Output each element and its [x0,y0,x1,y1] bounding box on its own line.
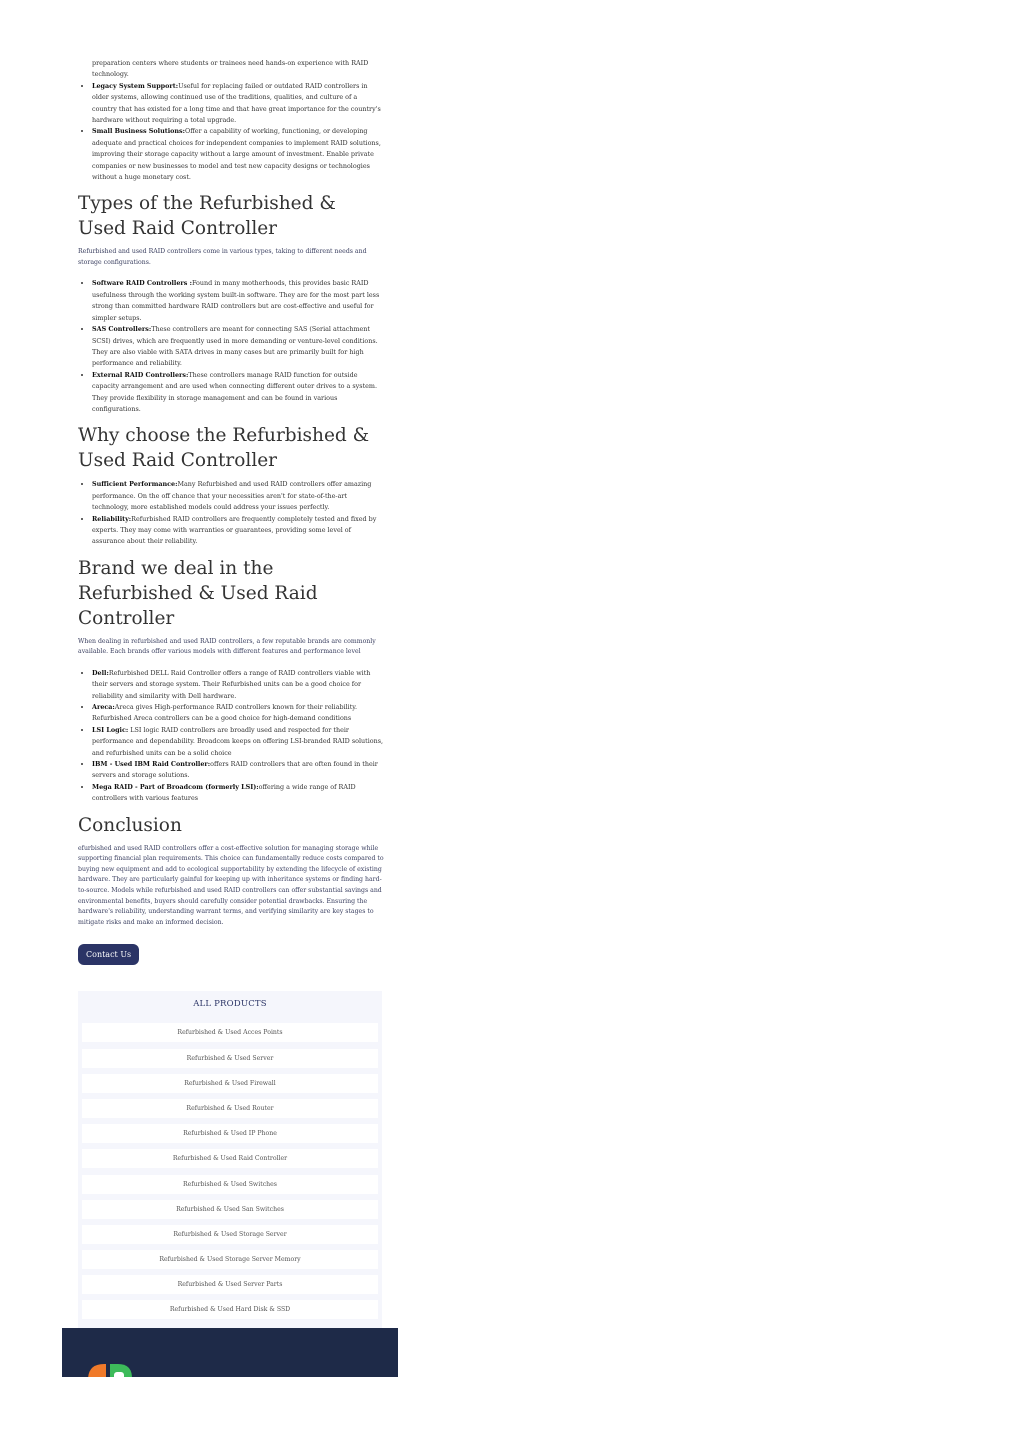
list-item: • IBM - Used IBM Raid Controller:offers RAID controllers that are often found in their servers and storage solutions. [92,759,384,782]
brands-heading: Brand we deal in the Refurbished & Used Raid Controller [78,557,318,629]
types-list [78,278,384,415]
all-products-title: ALL PRODUCTS [193,999,267,1010]
top-list-continued [78,81,384,184]
types-heading: Types of the Refurbished & Used Raid Controller [78,193,336,240]
product-link-storage-server[interactable]: Refurbished & Used Storage Server [82,1225,378,1244]
list-item: • Small Business Solutions:Offer a capability of working, functioning, or developing adequate and practical choices for independent companies to implement RAID solutions, improving their storage capacity without a large amount of investment. Enable private companies or new businesses to model and test new capacity designs or technologies without a huge monetary cost. [92,126,384,183]
product-link-storage-server-memory[interactable]: Refurbished & Used Storage Server Memory [82,1250,378,1269]
why-heading: Why choose the Refurbished & Used Raid Controller [78,425,370,472]
all-products-panel [78,991,382,1329]
list-item: • Dell:Refurbished DELL Raid Controller offers a range of RAID controllers viable with their servers and storage system. Their Refurbished units can be a good choice for reliability and similarity with Dell hardware. [92,668,384,702]
list-item: • Mega RAID - Part of Broadcom (formerly LSI):offering a wide range of RAID controllers with various features [92,782,384,805]
list-item: • Legacy System Support:Useful for replacing failed or outdated RAID controllers in older systems, allowing continued use of the traditions, qualities, and culture of a country that has existed for a long time and that have great importance for the country's hardware without requiring a total upgrade. [92,81,384,127]
top-list [78,58,384,81]
list-item: • SAS Controllers:These controllers are meant for connecting SAS (Serial attachment SCSI) drives, which are frequently used in more demanding or venture-level conditions. They are also viable with SATA drives in many cases but are primarily built for high performance and reliability. [92,324,384,370]
list-item: • External RAID Controllers:These controllers manage RAID function for outside capacity arrangement and are used when connecting different outer drives to a system. They provide flexibility in storage management and can be found in various configurations. [92,370,384,416]
product-link-router[interactable]: Refurbished & Used Router [82,1099,378,1118]
conclusion-heading: Conclusion [78,814,182,836]
article-content [78,58,384,1330]
brands-list [78,668,384,805]
list-item: preparation centers where students or trainees need hands-on experience with RAID technology. [92,59,369,79]
product-link-firewall[interactable]: Refurbished & Used Firewall [82,1074,378,1093]
why-list [78,479,384,547]
product-link-server-parts[interactable]: Refurbished & Used Server Parts [82,1275,378,1294]
list-item: • Software RAID Controllers :Found in many motherhoods, this provides basic RAID usefulness through the working system built-in software. They are for the most part less strong than committed hardware RAID controllers but are cost-effective and useful for simpler setups. [92,278,384,324]
product-link-access-points[interactable]: Refurbished & Used Acces Points [82,1023,378,1042]
conclusion-text: efurbished and used RAID controllers offer a cost-effective solution for managing storage while supporting financial plan requirements. This choice can fundamentally reduce costs compared to buying new equipment and add to ecological supportability by extending the lifecycle of existing hardware. They are particularly gainful for keeping up with inheritance systems or finding hard-to-source. Models while refurbished and used RAID controllers can offer substantial savings and environmental benefits, buyers should carefully consider potential drawbacks. Ensuring the hardware's reliability, understanding warrant terms, and verifying similarity are key stages to mitigate risks and make an informed decision. [78,844,384,926]
brand-logo-icon[interactable] [84,1362,134,1377]
product-link-raid-controller[interactable]: Refurbished & Used Raid Controller [82,1149,378,1168]
site-footer [62,1328,398,1377]
brands-intro: When dealing in refurbished and used RAID controllers, a few reputable brands are commonly available. Each brands offer various models with different features and performance level [78,637,376,656]
types-intro: Refurbished and used RAID controllers come in various types, taking to different needs and storage configurations. [78,248,367,266]
contact-us-button[interactable]: Contact Us [78,944,139,965]
product-link-san-switches[interactable]: Refurbished & Used San Switches [82,1200,378,1219]
product-link-server[interactable]: Refurbished & Used Server [82,1049,378,1068]
list-item: • Sufficient Performance:Many Refurbished and used RAID controllers offer amazing performance. On the off chance that your necessities aren't for state-of-the-art technology, more established models could address your issues perfectly. [92,479,384,513]
product-link-hard-disk-ssd[interactable]: Refurbished & Used Hard Disk & SSD [82,1300,378,1319]
product-link-ip-phone[interactable]: Refurbished & Used IP Phone [82,1124,378,1143]
product-link-switches[interactable]: Refurbished & Used Switches [82,1175,378,1194]
list-item: • LSI Logic: LSI logic RAID controllers are broadly used and respected for their performance and dependability. Broadcom keeps on offering LSI-branded RAID solutions, and refurbished units can be a solid choice [92,725,384,759]
list-item: • Reliability:Refurbished RAID controllers are frequently completely tested and fixed by experts. They may come with warranties or guarantees, providing some level of assurance about their reliability. [92,514,384,548]
list-item: • Areca:Areca gives High-performance RAID controllers known for their reliability. Refurbished Areca controllers can be a good choice for high-demand conditions [92,702,384,725]
